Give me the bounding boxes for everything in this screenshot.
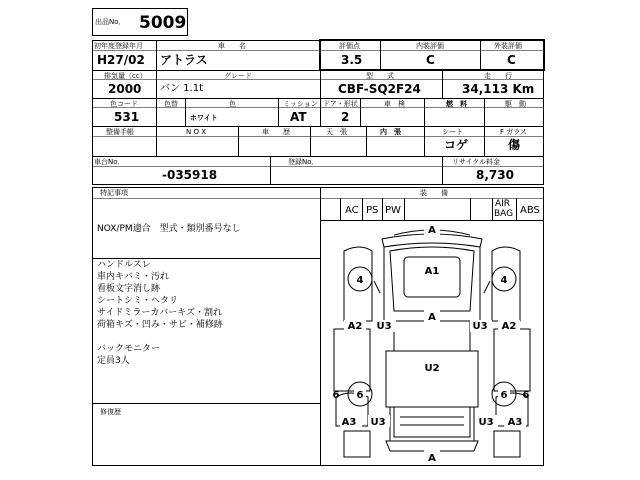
label-exterior: 外装評価 (494, 42, 522, 50)
value-exterior: C (507, 53, 516, 67)
damage-left-rear-outer: 6 (332, 390, 340, 401)
damage-front-left-fender: 4 (356, 275, 364, 286)
label-registration: 登録No． (288, 158, 319, 166)
remarks-line: 車内キバミ・汚れ (97, 272, 170, 282)
damage-right-bottom-a: A3 (507, 417, 523, 428)
damage-front-right-fender: 4 (500, 275, 508, 286)
label-interior2: 内 張 (380, 128, 401, 136)
label-chassis: 車台No． (94, 158, 125, 166)
value-model: CBF-SQ2F24 (338, 82, 421, 96)
value-color-code: 531 (114, 110, 140, 124)
label-remarks: 特記事項 (100, 189, 128, 197)
damage-left-door-u: U3 (376, 321, 392, 332)
damage-left-bottom-a: A3 (341, 417, 357, 428)
remarks-line: 荷箱キズ・凹み・サビ・補修跡 (97, 320, 223, 330)
equip-abs: ABS (520, 205, 540, 216)
label-glass: F ガラス (500, 128, 528, 136)
label-model: 型 式 (366, 72, 394, 80)
damage-left-bottom-u: U3 (370, 417, 386, 428)
remarks-line: シートシミ・ヘタリ (97, 296, 179, 306)
damage-right-bottom-u: U3 (478, 417, 494, 428)
label-repair: 修復歴 (100, 408, 121, 416)
label-first-reg: 初年度登録年月 (94, 42, 143, 50)
value-interior: C (426, 53, 435, 67)
label-color: 色 (229, 100, 236, 108)
damage-right-rear-inner: 6 (500, 390, 508, 401)
label-grade: グレード (224, 72, 252, 80)
label-equipment: 装 備 (420, 189, 448, 197)
value-grade: バン 1.1t (160, 83, 204, 94)
damage-front-bumper: A (428, 225, 436, 236)
value-glass: 傷 (508, 138, 521, 152)
value-color: ホワイト (190, 114, 218, 122)
damage-rear-bumper: A (428, 453, 436, 464)
remarks-line: ハンドルスレ (97, 260, 151, 270)
value-recycle: 8,730 (476, 168, 514, 182)
value-mission: AT (290, 110, 307, 124)
label-nox: N O X (186, 128, 206, 136)
label-history: 車 歴 (262, 128, 290, 136)
value-first-reg: H27/02 (97, 53, 145, 67)
label-drive: 駆 動 (505, 100, 526, 108)
label-mission: ミッション (283, 100, 318, 108)
value-chassis: -035918 (162, 168, 218, 182)
damage-left-door: A2 (347, 321, 363, 332)
label-mileage: 走 行 (484, 72, 512, 80)
value-doors: 2 (341, 110, 350, 124)
equip-bag: BAG (494, 209, 514, 219)
damage-hood: A1 (424, 266, 440, 277)
damage-right-door: A2 (501, 321, 517, 332)
equip-pw: PW (385, 205, 401, 216)
label-car-name: 車 名 (218, 42, 246, 50)
label-color-code: 色コード (110, 100, 138, 108)
damage-right-rear-outer: 6 (522, 390, 530, 401)
equip-air: AIR (495, 199, 511, 209)
label-maintenance: 整備手帳 (106, 128, 134, 136)
label-displacement: 排気量（cc） (104, 72, 147, 80)
remarks-line: サイドミラーカバーキズ・割れ (97, 308, 223, 318)
damage-floor: U2 (424, 363, 440, 374)
vehicle-damage-diagram (320, 221, 544, 466)
remarks-line-1: NOX/PM適合 型式・類別番号なし (97, 224, 241, 234)
value-score: 3.5 (341, 53, 363, 67)
value-car-name: アトラス (160, 53, 208, 67)
label-color-change: 色替 (164, 100, 178, 108)
label-interior: 内装評価 (416, 42, 444, 50)
label-inspection: 車 検 (384, 100, 405, 108)
remarks-line: バックモニター (97, 344, 161, 354)
value-mileage: 34,113 Km (462, 82, 535, 96)
label-sunroof: 天 張 (326, 128, 347, 136)
damage-roof: A (428, 312, 436, 323)
label-score: 評価点 (339, 42, 360, 50)
remarks-line: 定員3人 (97, 356, 130, 366)
damage-left-rear-inner: 6 (356, 390, 364, 401)
equip-ac: AC (345, 205, 359, 216)
value-displacement: 2000 (108, 82, 142, 96)
value-seat: コゲ (444, 138, 469, 152)
label-doors: ドア・形状 (323, 100, 358, 108)
damage-right-door-u: U3 (472, 321, 488, 332)
lot-number: 5009 (139, 13, 187, 33)
equip-ps: PS (366, 205, 379, 216)
label-fuel: 燃 料 (446, 100, 467, 108)
remarks-line: 看板文字消し跡 (97, 284, 161, 294)
lot-label: 出品No． (95, 18, 126, 26)
label-seat: シート (442, 128, 463, 136)
label-recycle: リサイクル料金 (452, 158, 501, 166)
